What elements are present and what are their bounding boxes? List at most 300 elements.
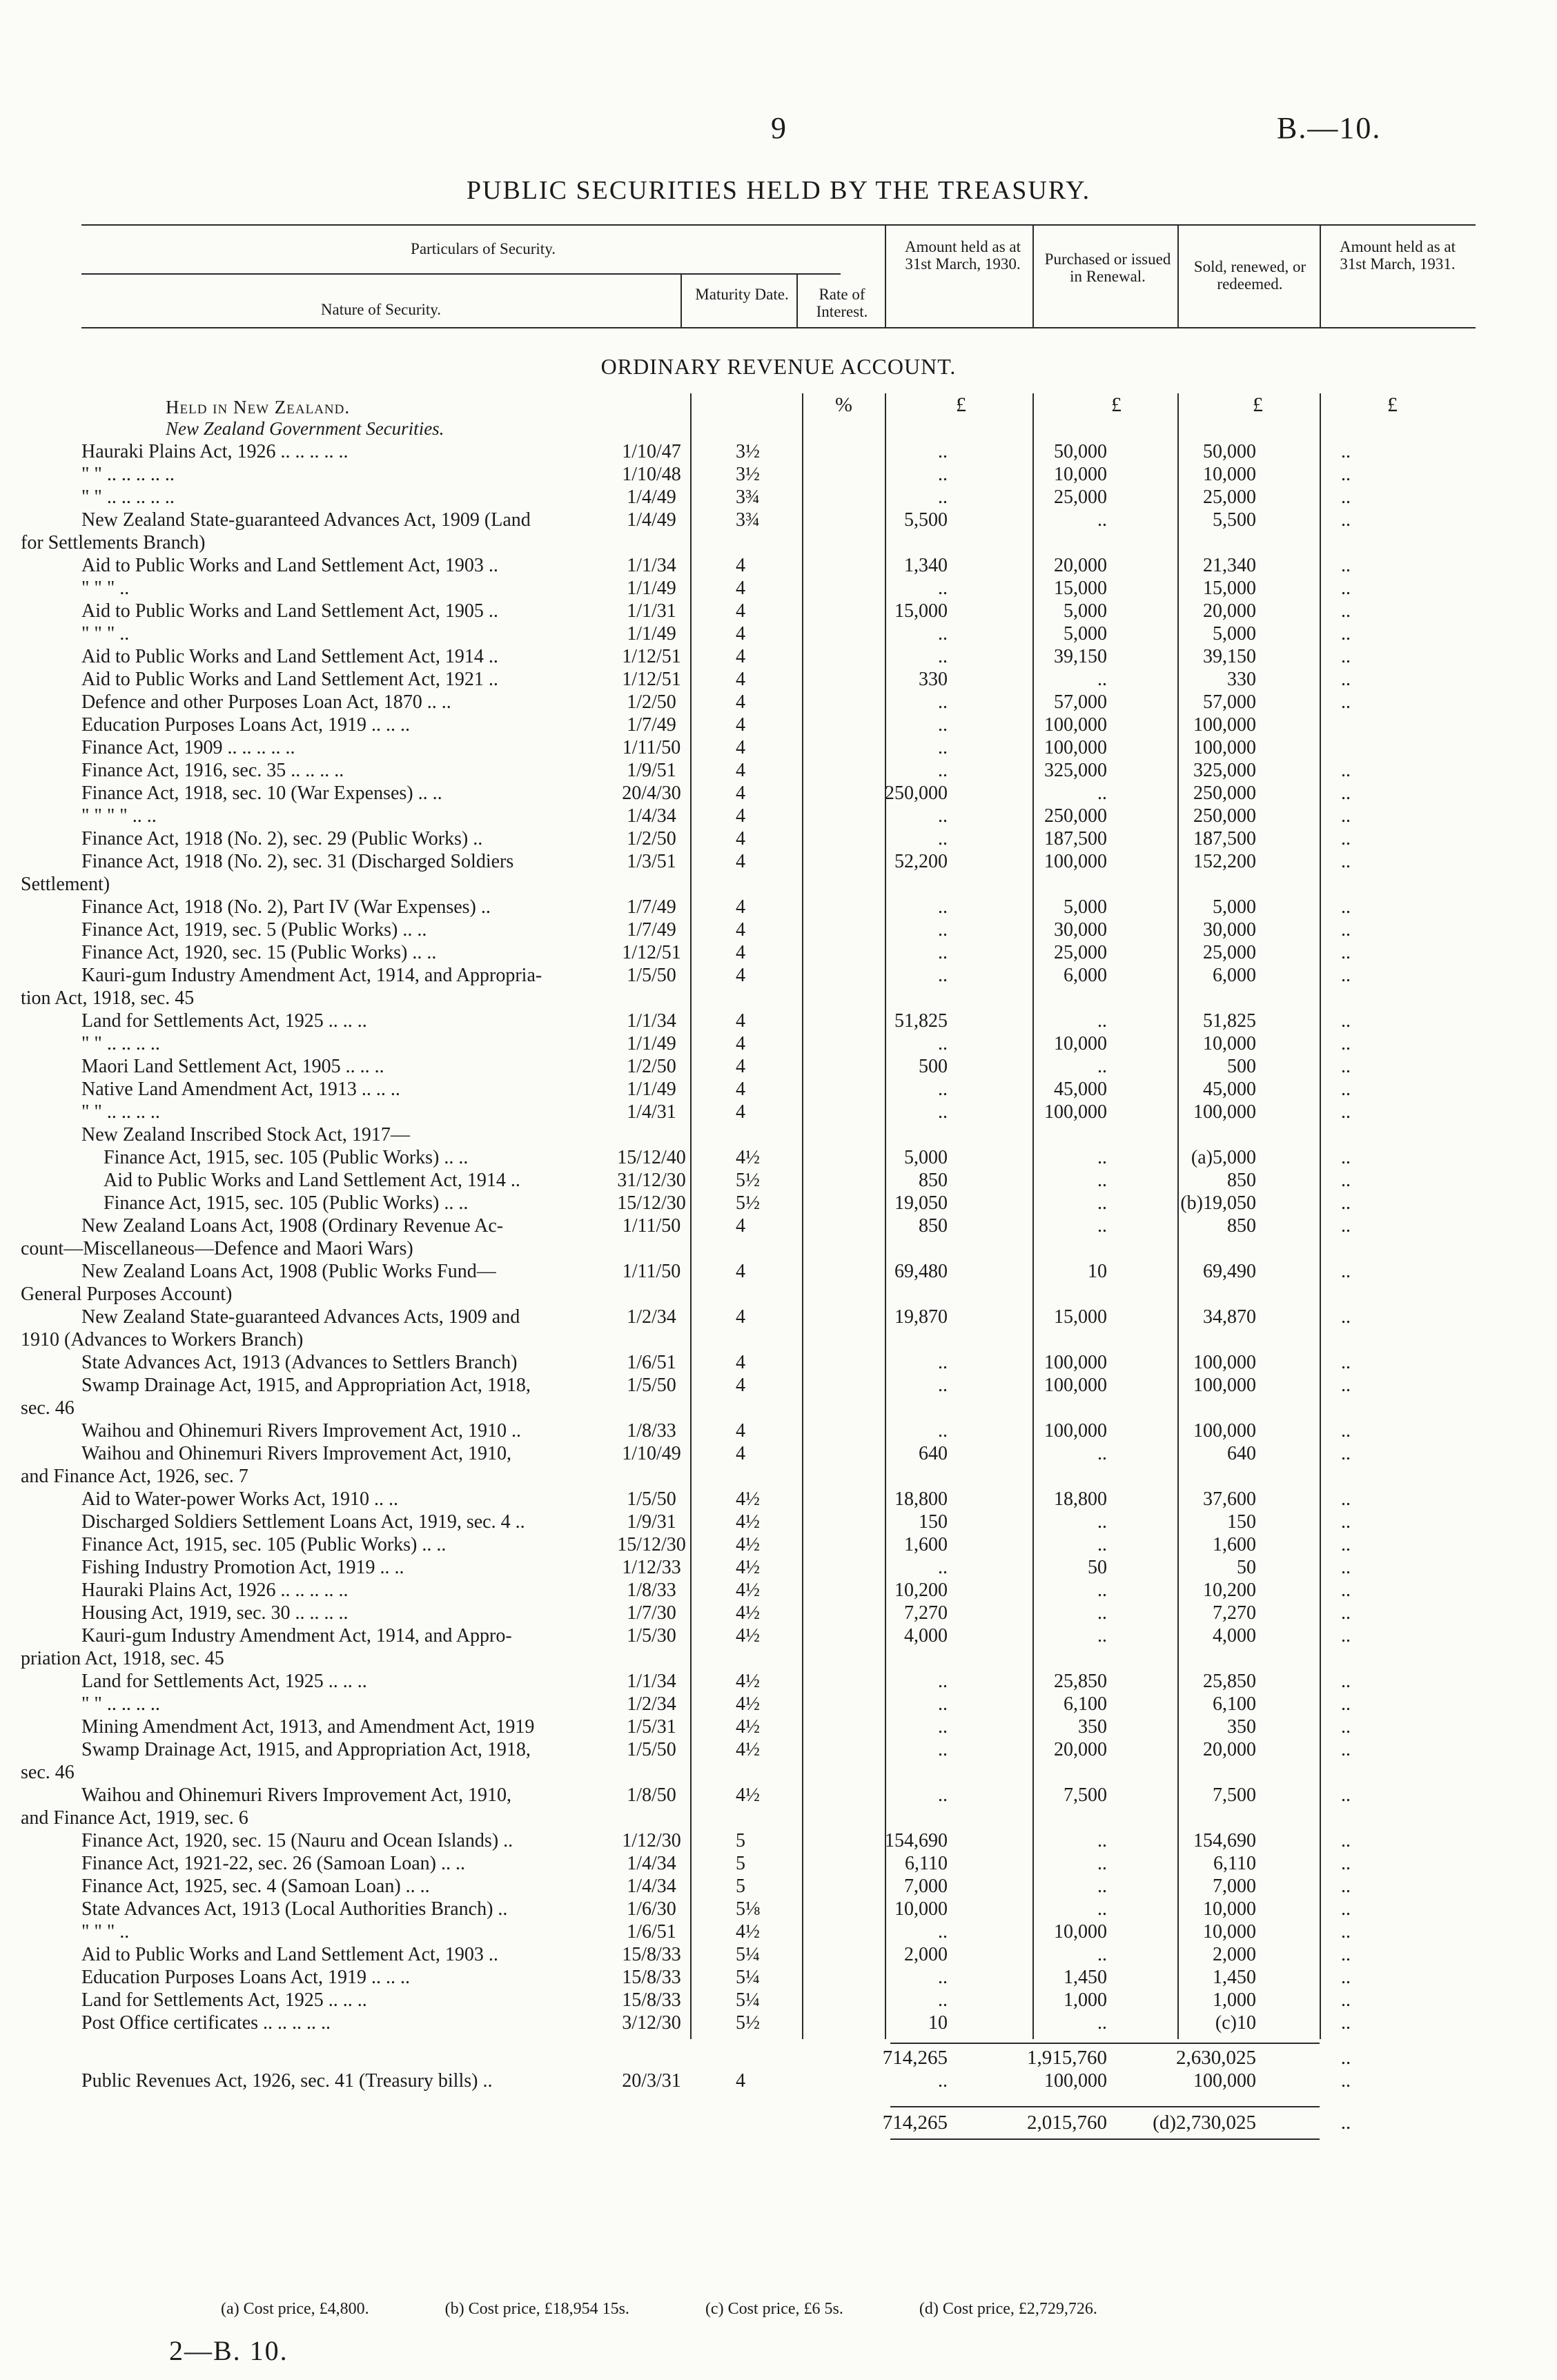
cell-m: 1/4/34 — [627, 805, 676, 827]
cell-p: 10,000 — [1054, 1033, 1107, 1054]
security-name: Aid to Public Works and Land Settlement Act, 1903 .. — [81, 555, 498, 576]
security-name: " " " .. — [81, 578, 130, 599]
table-row — [0, 463, 1557, 486]
security-name: Swamp Drainage Act, 1915, and Appropriation Act, 1918, — [81, 1375, 531, 1396]
cell-s: 39,150 — [1203, 646, 1256, 667]
securities-table — [0, 440, 1557, 2134]
cell-p: 5,000 — [1064, 600, 1107, 622]
table-row — [0, 736, 1557, 759]
cell-m: 15/8/33 — [622, 1944, 681, 1965]
security-name: Finance Act, 1925, sec. 4 (Samoan Loan) .. .. — [81, 1876, 430, 1897]
cell-r: 4 — [736, 1033, 745, 1054]
cell-m: 1/4/31 — [627, 1101, 676, 1123]
security-name: Finance Act, 1915, sec. 105 (Public Works) .. .. — [104, 1147, 469, 1168]
cell-r: 4½ — [736, 1488, 760, 1510]
cell-m: 1/10/49 — [622, 1443, 681, 1464]
cell-s: 850 — [1227, 1170, 1256, 1191]
footnote: (d) Cost price, £2,729,726. — [919, 2300, 1097, 2318]
footnote: (c) Cost price, £6 5s. — [705, 2300, 843, 2318]
cell-b: .. — [1341, 1192, 1351, 1214]
cell-m: 1/5/50 — [627, 1739, 676, 1760]
cell-r: 4 — [736, 828, 745, 849]
cell-a: .. — [938, 965, 948, 986]
cell-m: 1/11/50 — [622, 1261, 681, 1282]
cell-s: 10,000 — [1203, 1898, 1256, 1920]
cell-r: 4 — [736, 1079, 745, 1100]
security-name: 1910 (Advances to Workers Branch) — [21, 1329, 304, 1350]
security-name: Finance Act, 1918 (No. 2), sec. 31 (Discharged Soldiers — [81, 851, 514, 872]
table-row — [0, 941, 1557, 964]
cell-m: 1/1/31 — [627, 600, 676, 622]
cell-r: 4 — [736, 1306, 745, 1328]
cell-a: 150 — [919, 1511, 948, 1533]
cell-r: 4 — [736, 783, 745, 804]
cell-p: 57,000 — [1054, 691, 1107, 713]
cell-r: 4½ — [736, 1671, 760, 1692]
cell-b: .. — [1341, 919, 1351, 941]
cell-s: 6,110 — [1213, 1853, 1256, 1874]
table-row — [0, 1078, 1557, 1101]
cell-s: 350 — [1227, 1716, 1256, 1738]
cell-a: 4,000 — [904, 1625, 948, 1646]
cell-m: 1/12/51 — [622, 942, 681, 963]
header-held-1931: Amount held as at 31st March, 1931. — [1340, 238, 1456, 273]
cell-m: 20/3/31 — [622, 2070, 681, 2092]
cell-s: 30,000 — [1203, 919, 1256, 941]
cell-b: .. — [1341, 441, 1351, 462]
cell-a: 10,000 — [894, 1898, 948, 1920]
cell-p: .. — [1097, 1853, 1107, 1874]
cell-s: 100,000 — [1193, 714, 1256, 736]
table-row — [0, 1214, 1557, 1237]
cell-b: .. — [1341, 555, 1351, 576]
cell-a: .. — [938, 578, 948, 599]
cell-r: 3½ — [736, 464, 760, 485]
total-b: .. — [1340, 2112, 1351, 2134]
cell-r: 4 — [736, 714, 745, 736]
cell-p: 50 — [1088, 1557, 1107, 1578]
table-row — [0, 1465, 1557, 1488]
cell-r: 4 — [736, 919, 745, 941]
table-row — [0, 1055, 1557, 1078]
table-row — [0, 1875, 1557, 1898]
cell-b: .. — [1341, 965, 1351, 986]
cell-r: 4 — [736, 669, 745, 690]
header-mid-rule — [81, 273, 841, 275]
cell-a: 18,800 — [894, 1488, 948, 1510]
cell-r: 4 — [736, 851, 745, 872]
table-row — [0, 1556, 1557, 1579]
cell-p: .. — [1097, 1511, 1107, 1533]
cell-m: 1/4/34 — [627, 1876, 676, 1897]
security-name: Education Purposes Loans Act, 1919 .. .. .. — [81, 1967, 410, 1988]
table-row — [0, 896, 1557, 918]
cell-r: 4 — [736, 1056, 745, 1077]
security-name: Fishing Industry Promotion Act, 1919 .. .. — [81, 1557, 404, 1578]
table-row — [0, 1328, 1557, 1351]
cell-b: .. — [1341, 1602, 1351, 1624]
table-row — [0, 1237, 1557, 1260]
security-name: Finance Act, 1918, sec. 10 (War Expenses) .. .. — [81, 783, 442, 804]
cell-s: 69,490 — [1203, 1261, 1256, 1282]
cell-b: .. — [1341, 805, 1351, 827]
cell-a: .. — [938, 919, 948, 941]
cell-m: 1/12/51 — [622, 669, 681, 690]
cell-b: .. — [1341, 623, 1351, 645]
cell-p: .. — [1097, 509, 1107, 531]
cell-p: 25,000 — [1054, 486, 1107, 508]
table-row — [0, 1010, 1557, 1032]
table-row — [0, 1898, 1557, 1920]
cell-r: 5¼ — [736, 1944, 760, 1965]
cell-s: 1,450 — [1213, 1967, 1256, 1988]
cell-p: 6,000 — [1064, 965, 1107, 986]
subheading-securities: New Zealand Government Securities. — [166, 418, 444, 439]
table-row — [0, 1419, 1557, 1442]
cell-m: 1/5/50 — [627, 1488, 676, 1510]
table-row — [0, 1192, 1557, 1214]
cell-a: .. — [938, 2070, 948, 2092]
security-name: Finance Act, 1920, sec. 15 (Nauru and Ocean Islands) .. — [81, 1830, 513, 1851]
page-title: PUBLIC SECURITIES HELD BY THE TREASURY. — [466, 176, 1091, 205]
cell-p: .. — [1097, 783, 1107, 804]
cell-m: 1/5/50 — [627, 965, 676, 986]
header-held-1930: Amount held as at 31st March, 1930. — [905, 238, 1021, 273]
cell-r: 5 — [736, 1853, 745, 1874]
cell-r: 4½ — [736, 1147, 760, 1168]
security-name: Defence and other Purposes Loan Act, 1870 .. .. — [81, 691, 451, 713]
cell-m: 1/7/49 — [627, 919, 676, 941]
table-row — [0, 1966, 1557, 1989]
security-name: New Zealand Inscribed Stock Act, 1917— — [81, 1124, 410, 1145]
cell-m: 1/2/34 — [627, 1306, 676, 1328]
cell-s: 150 — [1227, 1511, 1256, 1533]
cell-s: (c)10 — [1215, 2012, 1256, 2034]
cell-s: 187,500 — [1193, 828, 1256, 849]
cell-r: 5¼ — [736, 1989, 760, 2011]
cell-a: 5,000 — [904, 1147, 948, 1168]
cell-p: 250,000 — [1044, 805, 1107, 827]
spacer — [0, 2034, 1557, 2047]
cell-a: 640 — [919, 1443, 948, 1464]
cell-s: 7,270 — [1213, 1602, 1256, 1624]
security-name: Finance Act, 1916, sec. 35 .. .. .. .. — [81, 760, 344, 781]
cell-a: .. — [938, 1375, 948, 1396]
security-name: Settlement) — [21, 874, 110, 895]
header-bottom-rule — [81, 327, 1476, 328]
cell-a: 1,600 — [904, 1534, 948, 1555]
header-divider — [885, 224, 886, 327]
table-row — [0, 1123, 1557, 1146]
cell-s: 25,000 — [1203, 942, 1256, 963]
cell-r: 4 — [736, 623, 745, 645]
cell-p: .. — [1097, 1010, 1107, 1032]
cell-b: .. — [1341, 646, 1351, 667]
security-name: Aid to Public Works and Land Settlement Act, 1903 .. — [81, 1944, 498, 1965]
cell-b: .. — [1341, 1739, 1351, 1760]
table-row — [0, 1511, 1557, 1533]
cell-a: .. — [938, 828, 948, 849]
security-name: New Zealand Loans Act, 1908 (Public Works Fund— — [81, 1261, 496, 1282]
cell-a: 15,000 — [894, 600, 948, 622]
cell-m: 1/8/33 — [627, 1580, 676, 1601]
cell-p: 325,000 — [1044, 760, 1107, 781]
security-name: Finance Act, 1915, sec. 105 (Public Works) .. .. — [81, 1534, 447, 1555]
cell-r: 4 — [736, 805, 745, 827]
security-name: count—Miscellaneous—Defence and Maori Wars) — [21, 1238, 413, 1259]
table-row — [0, 1693, 1557, 1715]
cell-a: 10 — [928, 2012, 948, 2034]
cell-a: .. — [938, 691, 948, 713]
cell-s: 7,500 — [1213, 1784, 1256, 1806]
table-row — [0, 759, 1557, 782]
cell-b: .. — [1341, 1079, 1351, 1100]
cell-a: 250,000 — [885, 783, 948, 804]
cell-m: 1/12/33 — [622, 1557, 681, 1578]
cell-m: 1/1/49 — [627, 578, 676, 599]
cell-p: .. — [1097, 2012, 1107, 2034]
cell-s: 154,690 — [1193, 1830, 1256, 1851]
cell-r: 4 — [736, 1101, 745, 1123]
cell-a: .. — [938, 714, 948, 736]
table-row — [0, 918, 1557, 941]
cell-s: (b)19,050 — [1180, 1192, 1256, 1214]
cell-b: .. — [1341, 1170, 1351, 1191]
security-name: New Zealand State-guaranteed Advances Acts, 1909 and — [81, 1306, 520, 1328]
security-name: Hauraki Plains Act, 1926 .. .. .. .. .. — [81, 1580, 349, 1601]
cell-r: 4½ — [736, 1716, 760, 1738]
security-name: Discharged Soldiers Settlement Loans Act, 1919, sec. 4 .. — [81, 1511, 525, 1533]
cell-r: 5½ — [736, 1170, 760, 1191]
security-name: State Advances Act, 1913 (Local Authorities Branch) .. — [81, 1898, 508, 1920]
cell-m: 1/11/50 — [622, 1215, 681, 1237]
cell-a: .. — [938, 1716, 948, 1738]
cell-s: 5,000 — [1213, 623, 1256, 645]
cell-s: 850 — [1227, 1215, 1256, 1237]
cell-p: 100,000 — [1044, 2070, 1107, 2092]
cell-r: 4 — [736, 555, 745, 576]
cell-b — [1284, 714, 1408, 736]
security-name: and Finance Act, 1919, sec. 6 — [21, 1807, 248, 1829]
cell-r: 5½ — [736, 2012, 760, 2034]
cell-p: 18,800 — [1054, 1488, 1107, 1510]
cell-b: .. — [1341, 760, 1351, 781]
cell-a: .. — [938, 1101, 948, 1123]
table-row — [0, 1101, 1557, 1123]
security-name: Finance Act, 1915, sec. 105 (Public Works) .. .. — [104, 1192, 469, 1214]
footnotes — [221, 2300, 1173, 2319]
security-name: Land for Settlements Act, 1925 .. .. .. — [81, 1989, 367, 2011]
table-row — [0, 645, 1557, 668]
cell-b: .. — [1341, 1443, 1351, 1464]
security-name: Hauraki Plains Act, 1926 .. .. .. .. .. — [81, 441, 349, 462]
cell-m: 15/8/33 — [622, 1967, 681, 1988]
security-name: New Zealand State-guaranteed Advances Act, 1909 (Land — [81, 509, 531, 531]
cell-m: 1/6/30 — [627, 1898, 676, 1920]
cell-m: 1/7/49 — [627, 896, 676, 918]
cell-p: 50,000 — [1054, 441, 1107, 462]
cell-a: .. — [938, 737, 948, 758]
cell-a: .. — [938, 623, 948, 645]
cell-p: 39,150 — [1054, 646, 1107, 667]
security-name: Aid to Public Works and Land Settlement Act, 1921 .. — [81, 669, 498, 690]
cell-p: 350 — [1078, 1716, 1107, 1738]
cell-p: 10,000 — [1054, 1921, 1107, 1943]
security-name: General Purposes Account) — [21, 1284, 233, 1305]
table-row — [0, 1624, 1557, 1647]
cell-s: 640 — [1227, 1443, 1256, 1464]
cell-s: 100,000 — [1193, 1101, 1256, 1123]
cell-a: 69,480 — [894, 1261, 948, 1282]
table-row — [0, 531, 1557, 554]
cell-p: .. — [1097, 1443, 1107, 1464]
cell-m — [603, 2047, 700, 2069]
footnote: (a) Cost price, £4,800. — [221, 2300, 369, 2318]
cell-a: .. — [938, 896, 948, 918]
table-row — [0, 1715, 1557, 1738]
table-row — [0, 486, 1557, 509]
cell-m: 1/12/51 — [622, 646, 681, 667]
cell-p: .. — [1097, 1056, 1107, 1077]
cell-s: 15,000 — [1203, 578, 1256, 599]
header-rate: Rate of Interest. — [816, 286, 868, 320]
cell-m: 1/6/51 — [627, 1352, 676, 1373]
table-row — [0, 440, 1557, 463]
cell-r: 4½ — [736, 1625, 760, 1646]
cell-r: 4½ — [736, 1534, 760, 1555]
cell-s: 25,850 — [1203, 1671, 1256, 1692]
cell-b: .. — [1341, 1147, 1351, 1168]
cell-r: 4 — [736, 691, 745, 713]
cell-a: .. — [938, 1557, 948, 1578]
cell-p: .. — [1097, 1580, 1107, 1601]
security-name: Land for Settlements Act, 1925 .. .. .. — [81, 1671, 367, 1692]
cell-b: .. — [1341, 1693, 1351, 1715]
security-name: priation Act, 1918, sec. 45 — [21, 1648, 224, 1669]
cell-s: 50,000 — [1203, 441, 1256, 462]
cell-r: 3¾ — [736, 509, 760, 531]
security-name: Finance Act, 1920, sec. 15 (Public Works) .. .. — [81, 942, 437, 963]
security-name: " " .. .. .. .. .. — [81, 464, 175, 485]
security-name: " " " " .. .. — [81, 805, 157, 827]
cell-p: .. — [1097, 1898, 1107, 1920]
cell-m: 15/12/30 — [617, 1192, 686, 1214]
cell-a: 51,825 — [894, 1010, 948, 1032]
security-name: sec. 46 — [21, 1397, 75, 1419]
security-name: Native Land Amendment Act, 1913 .. .. .. — [81, 1079, 400, 1100]
cell-r: 4½ — [736, 1580, 760, 1601]
cell-p: 100,000 — [1044, 1352, 1107, 1373]
cell-s: 100,000 — [1193, 1352, 1256, 1373]
table-row — [0, 1761, 1557, 1784]
table-row — [0, 2012, 1557, 2034]
cell-r: 4 — [736, 600, 745, 622]
security-name: " " .. .. .. .. .. — [81, 486, 175, 508]
table-row — [0, 1306, 1557, 1328]
cell-s: 21,340 — [1203, 555, 1256, 576]
cell-m: 1/10/48 — [622, 464, 681, 485]
cell-b: .. — [1341, 851, 1351, 872]
sheet-mark: 2—B. 10. — [169, 2335, 288, 2366]
header-nature: Nature of Security. — [320, 301, 442, 318]
cell-b: .. — [1341, 1944, 1351, 1965]
cell-a: 850 — [919, 1215, 948, 1237]
security-name: Waihou and Ohinemuri Rivers Improvement Act, 1910, — [81, 1784, 511, 1806]
cell-b: .. — [1341, 464, 1351, 485]
cell-a: 5,500 — [904, 509, 948, 531]
security-name: for Settlements Branch) — [21, 532, 206, 553]
cell-s: 20,000 — [1203, 600, 1256, 622]
cell-s: (a)5,000 — [1191, 1147, 1256, 1168]
subtotal-b: .. — [1340, 2047, 1351, 2069]
security-name: Finance Act, 1919, sec. 5 (Public Works) .. .. — [81, 919, 427, 941]
cell-r — [700, 2112, 793, 2134]
total-p: 2,015,760 — [1027, 2112, 1107, 2134]
cell-m: 1/2/34 — [627, 1693, 676, 1715]
subtotal-a: 714,265 — [882, 2047, 948, 2069]
cell-p: .. — [1097, 1944, 1107, 1965]
cell-s: 325,000 — [1193, 760, 1256, 781]
security-name: Finance Act, 1918 (No. 2), Part IV (War Expenses) .. — [81, 896, 491, 918]
cell-a: .. — [938, 1079, 948, 1100]
cell-p: 20,000 — [1054, 555, 1107, 576]
cell-a: .. — [938, 486, 948, 508]
cell-r: 4 — [736, 965, 745, 986]
total-rule — [890, 2138, 1320, 2140]
total-label — [0, 2112, 603, 2134]
cell-s: 2,000 — [1213, 1944, 1256, 1965]
spacer — [0, 2092, 1557, 2112]
table-row — [0, 1533, 1557, 1556]
table-row — [0, 554, 1557, 577]
cell-s: 152,200 — [1193, 851, 1256, 872]
subtotal-p: 1,915,760 — [1027, 2047, 1107, 2069]
cell-b — [1284, 736, 1408, 759]
cell-p: .. — [1097, 1534, 1107, 1555]
cell-r: 5¼ — [736, 1967, 760, 1988]
table-row — [0, 1146, 1557, 1169]
security-name: Finance Act, 1918 (No. 2), sec. 29 (Public Works) .. — [81, 828, 483, 849]
security-name: Kauri-gum Industry Amendment Act, 1914, and Appropria- — [81, 965, 542, 986]
cell-p: 100,000 — [1044, 1375, 1107, 1396]
cell-s: 1,000 — [1213, 1989, 1256, 2011]
cell-b: .. — [1341, 1671, 1351, 1692]
cell-p: .. — [1097, 1147, 1107, 1168]
cell-p: 100,000 — [1044, 1420, 1107, 1442]
cell-b: .. — [1341, 1716, 1351, 1738]
cell-b: .. — [1341, 1967, 1351, 1988]
cell-a: .. — [938, 1967, 948, 1988]
cell-b: .. — [1341, 486, 1351, 508]
table-row — [0, 1670, 1557, 1693]
cell-b: .. — [1341, 942, 1351, 963]
cell-r: 4 — [736, 760, 745, 781]
cell-p: .. — [1097, 1830, 1107, 1851]
cell-a: 7,270 — [904, 1602, 948, 1624]
page-code: B.—10. — [1277, 111, 1382, 145]
table-row — [0, 577, 1557, 600]
table-row — [0, 1807, 1557, 1829]
cell-a: .. — [938, 1671, 948, 1692]
cell-m: 1/9/51 — [627, 760, 676, 781]
header-divider — [1320, 224, 1321, 327]
section-heading: ORDINARY REVENUE ACCOUNT. — [600, 354, 957, 379]
table-row — [0, 850, 1557, 873]
table-row — [0, 509, 1557, 531]
cell-r — [700, 2047, 793, 2069]
cell-a: 19,050 — [894, 1192, 948, 1214]
security-name: sec. 46 — [21, 1762, 75, 1783]
